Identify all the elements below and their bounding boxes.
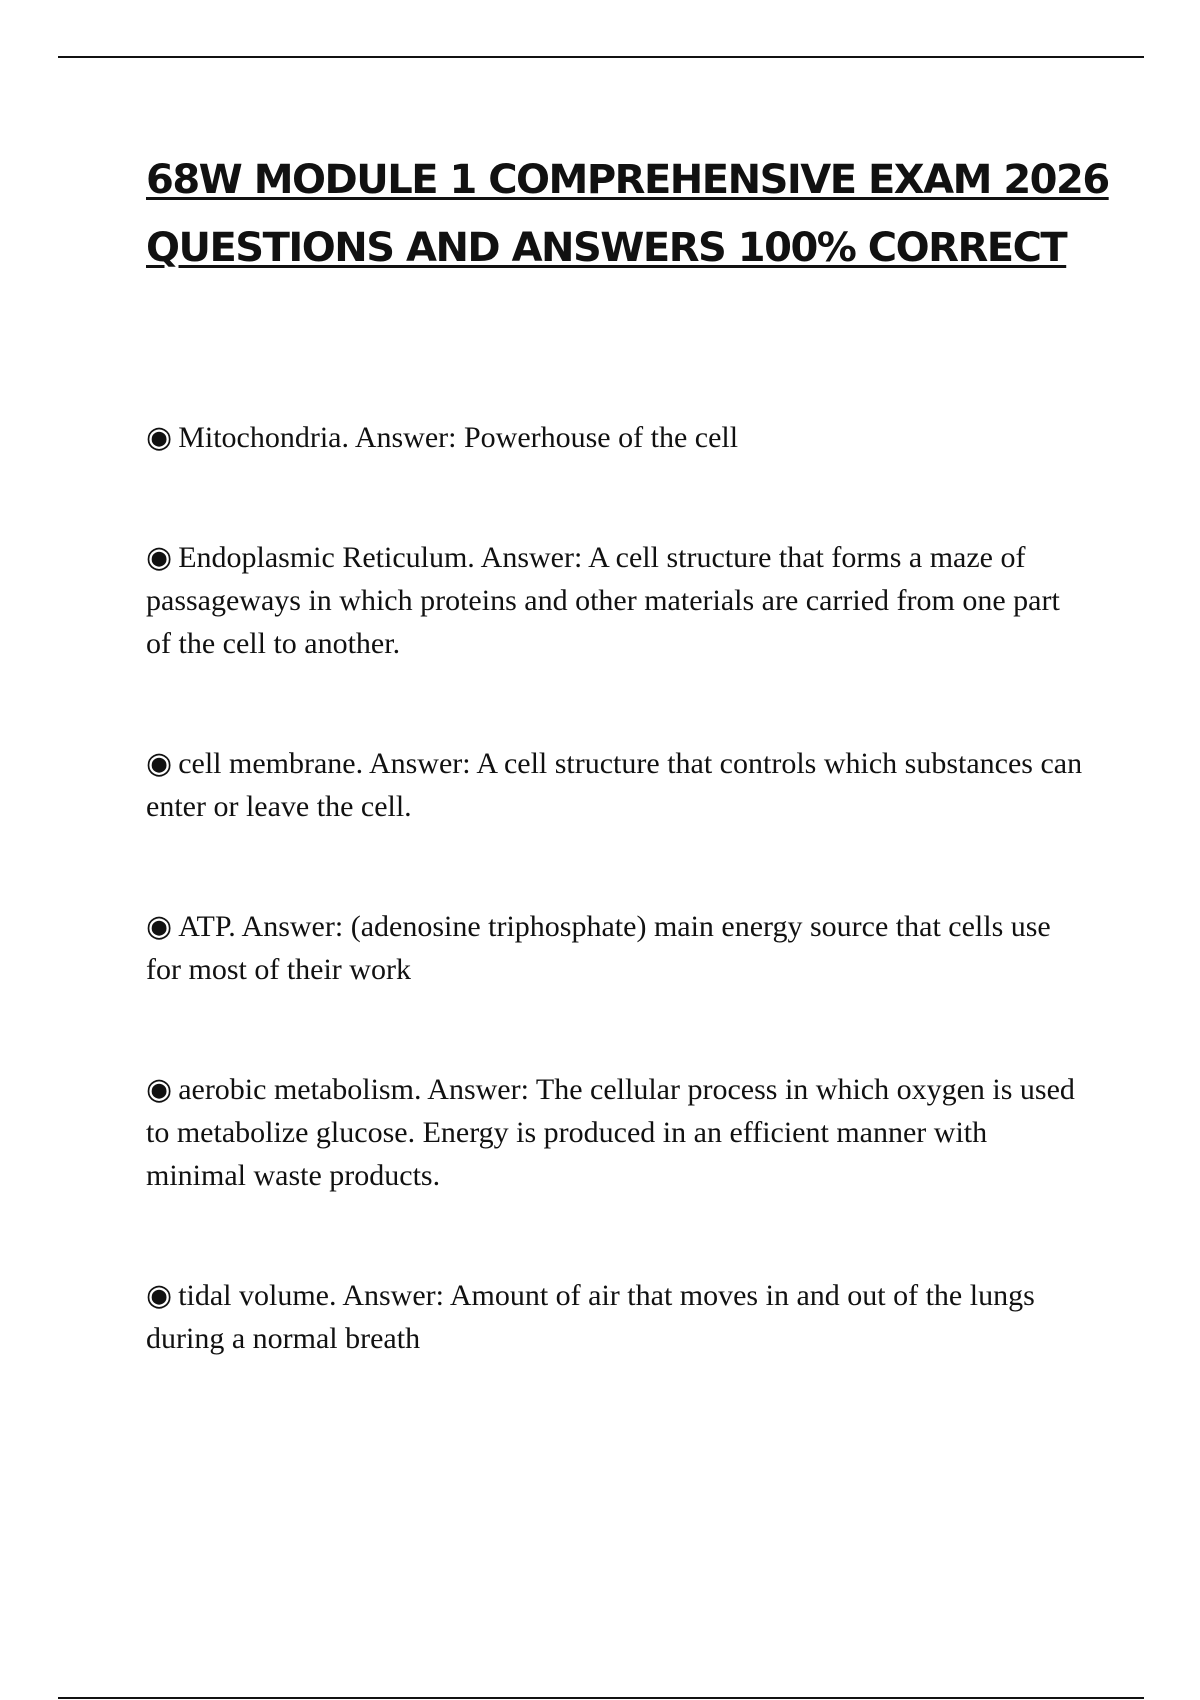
radio-bullet-icon: ◉	[146, 421, 173, 454]
top-divider	[58, 56, 1144, 58]
radio-bullet-icon: ◉	[146, 541, 173, 574]
bottom-divider	[58, 1697, 1144, 1699]
list-item	[146, 416, 1086, 459]
radio-bullet-icon: ◉	[146, 910, 173, 943]
list-item	[146, 1068, 1086, 1197]
qa-text: Mitochondria. Answer: Powerhouse of the cell	[178, 421, 739, 454]
page-title	[146, 146, 1109, 282]
qa-text: ATP. Answer: (adenosine triphosphate) main energy source that cells use for most of their work	[146, 910, 1051, 986]
qa-text: aerobic metabolism. Answer: The cellular process in which oxygen is used to metabolize glucose. Energy is produced in an efficient manner with minimal waste products.	[146, 1073, 1075, 1192]
radio-bullet-icon: ◉	[146, 1279, 173, 1312]
qa-text: cell membrane. Answer: A cell structure that controls which substances can enter or leave the cell.	[146, 747, 1083, 823]
list-item	[146, 1274, 1086, 1360]
radio-bullet-icon: ◉	[146, 747, 173, 780]
qa-text: tidal volume. Answer: Amount of air that moves in and out of the lungs during a normal breath	[146, 1279, 1035, 1355]
list-item	[146, 742, 1086, 828]
qa-list	[146, 416, 1086, 1437]
radio-bullet-icon: ◉	[146, 1073, 173, 1106]
title-line-2: QUESTIONS AND ANSWERS 100% CORRECT	[146, 225, 1067, 271]
qa-text: Endoplasmic Reticulum. Answer: A cell structure that forms a maze of passageways in which proteins and other materials are carried from one part of the cell to another.	[146, 541, 1060, 660]
list-item	[146, 536, 1086, 665]
list-item	[146, 905, 1086, 991]
title-line-1: 68W MODULE 1 COMPREHENSIVE EXAM 2026	[146, 157, 1109, 203]
